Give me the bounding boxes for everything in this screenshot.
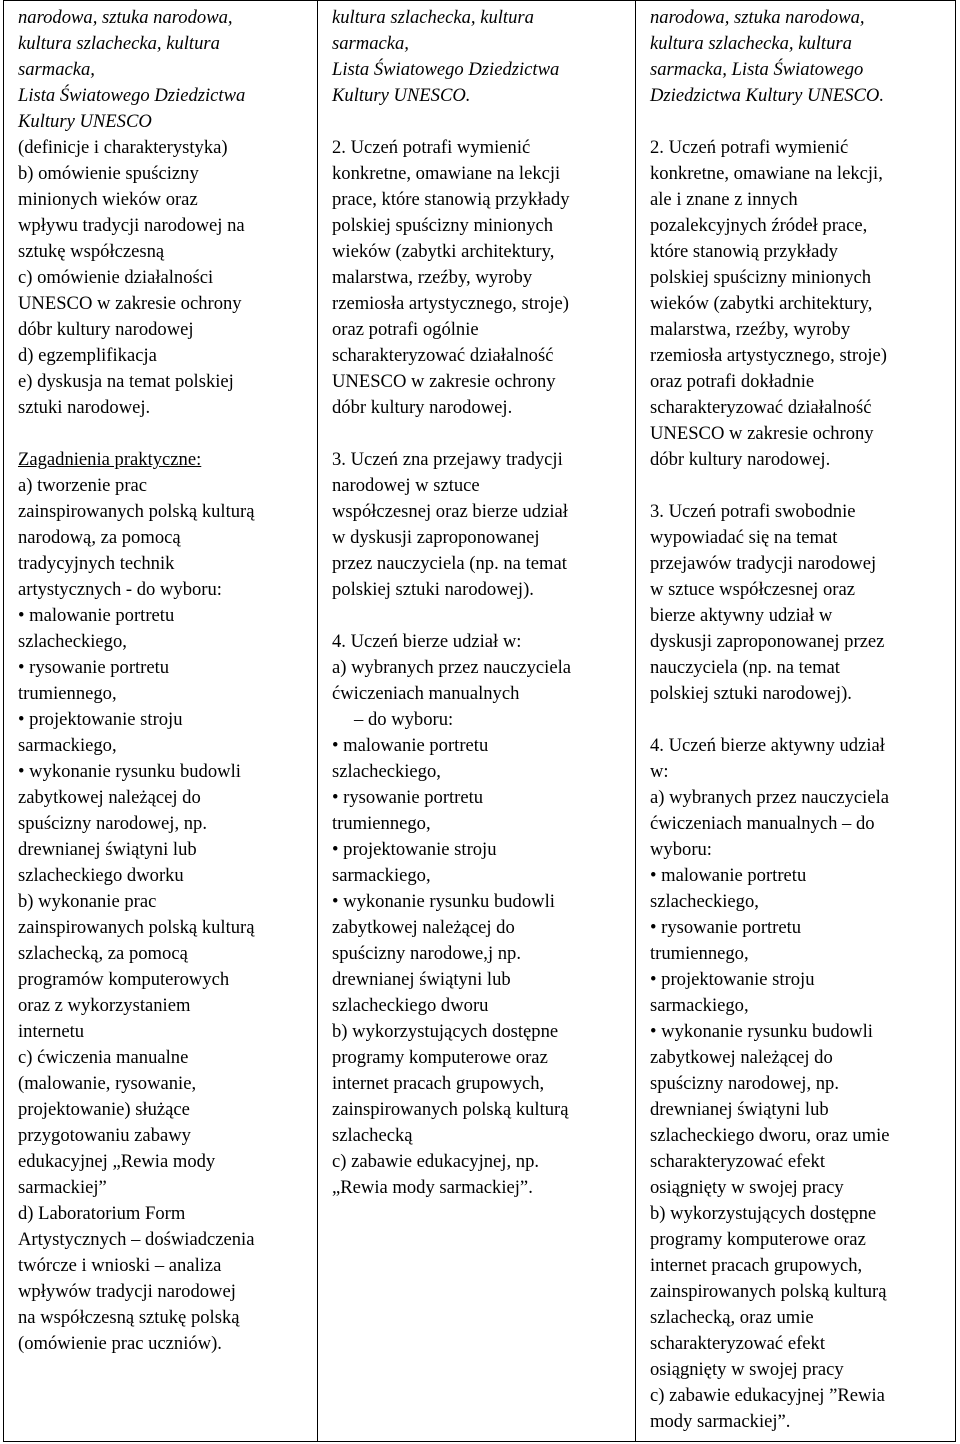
text-line: projektowanie) służące bbox=[18, 1099, 190, 1120]
text-line: ćwiczeniach manualnych – do bbox=[650, 813, 875, 834]
column-extended-requirements bbox=[636, 1, 956, 1442]
text-line: rzemiosła artystycznego, stroje) bbox=[650, 345, 887, 366]
text-line: malarstwa, rzeźby, wyroby bbox=[332, 267, 533, 288]
text-line: narodowa, sztuka narodowa, bbox=[18, 7, 233, 28]
column-basic-requirements bbox=[318, 1, 636, 1442]
text-line: współczesnej oraz bierze udział bbox=[332, 501, 568, 522]
text-line: trumiennego, bbox=[18, 683, 117, 704]
text-line: Kultury UNESCO bbox=[18, 111, 152, 132]
text-line: wypowiadać się na temat bbox=[650, 527, 838, 548]
text-line: sarmacka, bbox=[18, 59, 95, 80]
text-line: polskiej spuścizny minionych bbox=[650, 267, 872, 288]
text-line: trumiennego, bbox=[332, 813, 431, 834]
text-line: osiągnięty w swojej pracy bbox=[650, 1359, 844, 1380]
text-line: rzemiosła artystycznego, stroje) bbox=[332, 293, 569, 314]
text-line: drewnianej świątyni lub bbox=[650, 1099, 829, 1120]
text-line: Lista Światowego Dziedzictwa bbox=[18, 85, 246, 106]
text-line: w dyskusji zaproponowanej bbox=[332, 527, 540, 548]
text-line: kultura szlachecka, kultura bbox=[650, 33, 852, 54]
text-line: ale i znane z innych bbox=[650, 189, 798, 210]
text-line: nauczyciela (np. na temat bbox=[650, 657, 840, 678]
text-line: scharakteryzować działalność bbox=[650, 397, 872, 418]
text-line: artystycznych - do wyboru: bbox=[18, 579, 222, 600]
paragraph-gap bbox=[332, 109, 621, 135]
text-line: malarstwa, rzeźby, wyroby bbox=[650, 319, 851, 340]
paragraph-gap bbox=[18, 421, 303, 447]
text-line: (malowanie, rysowanie, bbox=[18, 1073, 197, 1094]
text-line: przygotowaniu zabawy bbox=[18, 1125, 191, 1146]
text-line: scharakteryzować efekt bbox=[650, 1333, 825, 1354]
text-line: 3. Uczeń zna przejawy tradycji bbox=[332, 449, 563, 470]
text-line: UNESCO w zakresie ochrony bbox=[18, 293, 242, 314]
text-line: • rysowanie portretu bbox=[18, 657, 170, 678]
text-line: internetu bbox=[18, 1021, 85, 1042]
text-line: spuścizny narodowej, np. bbox=[650, 1073, 839, 1094]
text-line: c) ćwiczenia manualne bbox=[18, 1047, 189, 1068]
text-line: internet pracach grupowych, bbox=[332, 1073, 545, 1094]
text-line: konkretne, omawiane na lekcji bbox=[332, 163, 561, 184]
text-line: d) Laboratorium Form bbox=[18, 1203, 186, 1224]
text-line: wpływów tradycji narodowej bbox=[18, 1281, 236, 1302]
text-line: scharakteryzować efekt bbox=[650, 1151, 825, 1172]
text-line: w: bbox=[650, 761, 669, 782]
text-line: scharakteryzować działalność bbox=[332, 345, 554, 366]
text-line: dóbr kultury narodowej. bbox=[650, 449, 831, 470]
text-line: zainspirowanych polską kulturą bbox=[332, 1099, 569, 1120]
text-line: osiągnięty w swojej pracy bbox=[650, 1177, 844, 1198]
text-line: wieków (zabytki architektury, bbox=[332, 241, 555, 262]
text-line: • wykonanie rysunku budowli bbox=[18, 761, 241, 782]
text-line: konkretne, omawiane na lekcji, bbox=[650, 163, 883, 184]
text-line: programów komputerowych bbox=[18, 969, 230, 990]
text-line: „Rewia mody sarmackiej”. bbox=[332, 1177, 533, 1198]
text-line: • projektowanie stroju bbox=[332, 839, 497, 860]
paragraph-gap bbox=[650, 473, 941, 499]
text-line: kultura szlachecka, kultura bbox=[18, 33, 220, 54]
text-line: zabytkowej należącej do bbox=[650, 1047, 833, 1068]
text-line: sztukę współczesną bbox=[18, 241, 165, 262]
text-line: zainspirowanych polską kulturą bbox=[18, 917, 255, 938]
text-line: wyboru: bbox=[650, 839, 712, 860]
text-line: szlacheckiego, bbox=[650, 891, 759, 912]
text-line: sarmackiej” bbox=[18, 1177, 107, 1198]
text-line: b) wykonanie prac bbox=[18, 891, 157, 912]
text-line: sarmacka, bbox=[332, 33, 409, 54]
text-line: sztuki narodowej. bbox=[18, 397, 151, 418]
text-line: w sztuce współczesnej oraz bbox=[650, 579, 855, 600]
text-line: oraz z wykorzystaniem bbox=[18, 995, 191, 1016]
text-line: • malowanie portretu bbox=[650, 865, 807, 886]
text-line: szlachecką, oraz umie bbox=[650, 1307, 814, 1328]
text-line: Kultury UNESCO. bbox=[332, 85, 471, 106]
paragraph-gap bbox=[650, 707, 941, 733]
text-line: • malowanie portretu bbox=[332, 735, 489, 756]
text-line: zainspirowanych polską kulturą bbox=[18, 501, 255, 522]
text-line: dyskusji zaproponowanej przez bbox=[650, 631, 885, 652]
text-line: internet pracach grupowych, bbox=[650, 1255, 863, 1276]
text-line: 4. Uczeń bierze aktywny udział bbox=[650, 735, 885, 756]
text-line: twórcze i wnioski – analiza bbox=[18, 1255, 222, 1276]
text-line: UNESCO w zakresie ochrony bbox=[650, 423, 874, 444]
text-line: 2. Uczeń potrafi wymienić bbox=[650, 137, 849, 158]
text-line: a) wybranych przez nauczyciela bbox=[332, 657, 571, 678]
text-line: oraz potrafi dokładnie bbox=[650, 371, 815, 392]
text-line: narodowa, sztuka narodowa, bbox=[650, 7, 865, 28]
text-line: przez nauczyciela (np. na temat bbox=[332, 553, 567, 574]
text-line: narodowej w sztuce bbox=[332, 475, 480, 496]
text-line: sarmackiego, bbox=[332, 865, 431, 886]
text-line: Artystycznych – doświadczenia bbox=[18, 1229, 255, 1250]
text-line: wpływu tradycji narodowej na bbox=[18, 215, 245, 236]
text-line: – do wyboru: bbox=[354, 709, 454, 730]
text-line: a) wybranych przez nauczyciela bbox=[650, 787, 889, 808]
text-line: minionych wieków oraz bbox=[18, 189, 198, 210]
text-line: szlacheckiego, bbox=[18, 631, 127, 652]
text-line: dóbr kultury narodowej bbox=[18, 319, 194, 340]
text-line: programy komputerowe oraz bbox=[650, 1229, 866, 1250]
text-line: 2. Uczeń potrafi wymienić bbox=[332, 137, 531, 158]
text-line: szlachecką, za pomocą bbox=[18, 943, 188, 964]
text-line: bierze aktywny udział w bbox=[650, 605, 833, 626]
text-line: zabytkowej należącej do bbox=[18, 787, 201, 808]
paragraph-gap bbox=[650, 109, 941, 135]
curriculum-table bbox=[3, 0, 956, 1442]
text-line: c) zabawie edukacyjnej ”Rewia bbox=[650, 1385, 885, 1406]
text-line: ćwiczeniach manualnych bbox=[332, 683, 520, 704]
text-line: c) omówienie działalności bbox=[18, 267, 214, 288]
text-line: narodową, za pomocą bbox=[18, 527, 181, 548]
text-line: polskiej sztuki narodowej). bbox=[332, 579, 534, 600]
text-line: szlachecką bbox=[332, 1125, 413, 1146]
text-line: d) egzemplifikacja bbox=[18, 345, 157, 366]
text-line: polskiej sztuki narodowej). bbox=[650, 683, 852, 704]
text-line: przejawów tradycji narodowej bbox=[650, 553, 877, 574]
text-line: • wykonanie rysunku budowli bbox=[650, 1021, 873, 1042]
text-line: szlacheckiego, bbox=[332, 761, 441, 782]
text-line: 4. Uczeń bierze udział w: bbox=[332, 631, 522, 652]
text-line: drewnianej świątyni lub bbox=[332, 969, 511, 990]
text-line: spuścizny narodowej, np. bbox=[18, 813, 207, 834]
text-line: • projektowanie stroju bbox=[18, 709, 183, 730]
text-line: Lista Światowego Dziedzictwa bbox=[332, 59, 560, 80]
text-line: • rysowanie portretu bbox=[650, 917, 802, 938]
text-line: zainspirowanych polską kulturą bbox=[650, 1281, 887, 1302]
text-line: b) wykorzystujących dostępne bbox=[332, 1021, 559, 1042]
text-line: • malowanie portretu bbox=[18, 605, 175, 626]
text-line: Zagadnienia praktyczne: bbox=[18, 449, 202, 470]
text-line: e) dyskusja na temat polskiej bbox=[18, 371, 234, 392]
text-line: sarmackiego, bbox=[18, 735, 117, 756]
text-line: programy komputerowe oraz bbox=[332, 1047, 548, 1068]
text-line: szlacheckiego dworu, oraz umie bbox=[650, 1125, 890, 1146]
text-line: (omówienie prac uczniów). bbox=[18, 1333, 222, 1354]
text-line: oraz potrafi ogólnie bbox=[332, 319, 479, 340]
paragraph-gap bbox=[332, 603, 621, 629]
text-line: szlacheckiego dworku bbox=[18, 865, 184, 886]
text-line: tradycyjnych technik bbox=[18, 553, 175, 574]
table-row bbox=[4, 1, 956, 1442]
text-line: drewnianej świątyni lub bbox=[18, 839, 197, 860]
text-line: edukacyjnej „Rewia mody bbox=[18, 1151, 216, 1172]
text-line: szlacheckiego dworu bbox=[332, 995, 489, 1016]
text-line: • projektowanie stroju bbox=[650, 969, 815, 990]
text-line: prace, które stanowią przykłady bbox=[332, 189, 570, 210]
text-line: UNESCO w zakresie ochrony bbox=[332, 371, 556, 392]
text-line: a) tworzenie prac bbox=[18, 475, 148, 496]
text-line: spuścizny narodowe,j np. bbox=[332, 943, 521, 964]
text-line: które stanowią przykłady bbox=[650, 241, 838, 262]
text-line: kultura szlachecka, kultura bbox=[332, 7, 534, 28]
text-line: • rysowanie portretu bbox=[332, 787, 484, 808]
text-line: 3. Uczeń potrafi swobodnie bbox=[650, 501, 856, 522]
text-line: c) zabawie edukacyjnej, np. bbox=[332, 1151, 540, 1172]
text-line: na współczesną sztukę polską bbox=[18, 1307, 240, 1328]
text-line: trumiennego, bbox=[650, 943, 749, 964]
text-line: polskiej spuścizny minionych bbox=[332, 215, 554, 236]
text-line: mody sarmackiej”. bbox=[650, 1411, 791, 1432]
text-line: Dziedzictwa Kultury UNESCO. bbox=[650, 85, 884, 106]
text-line: b) wykorzystujących dostępne bbox=[650, 1203, 877, 1224]
text-line: b) omówienie spuścizny bbox=[18, 163, 199, 184]
column-content-methods bbox=[4, 1, 318, 1442]
text-line: • wykonanie rysunku budowli bbox=[332, 891, 555, 912]
text-line: zabytkowej należącej do bbox=[332, 917, 515, 938]
text-line: dóbr kultury narodowej. bbox=[332, 397, 513, 418]
text-line: sarmacka, Lista Światowego bbox=[650, 59, 864, 80]
text-line: (definicje i charakterystyka) bbox=[18, 137, 228, 158]
paragraph-gap bbox=[332, 421, 621, 447]
text-line: wieków (zabytki architektury, bbox=[650, 293, 873, 314]
text-line: sarmackiego, bbox=[650, 995, 749, 1016]
text-line: pozalekcyjnych źródeł prace, bbox=[650, 215, 868, 236]
